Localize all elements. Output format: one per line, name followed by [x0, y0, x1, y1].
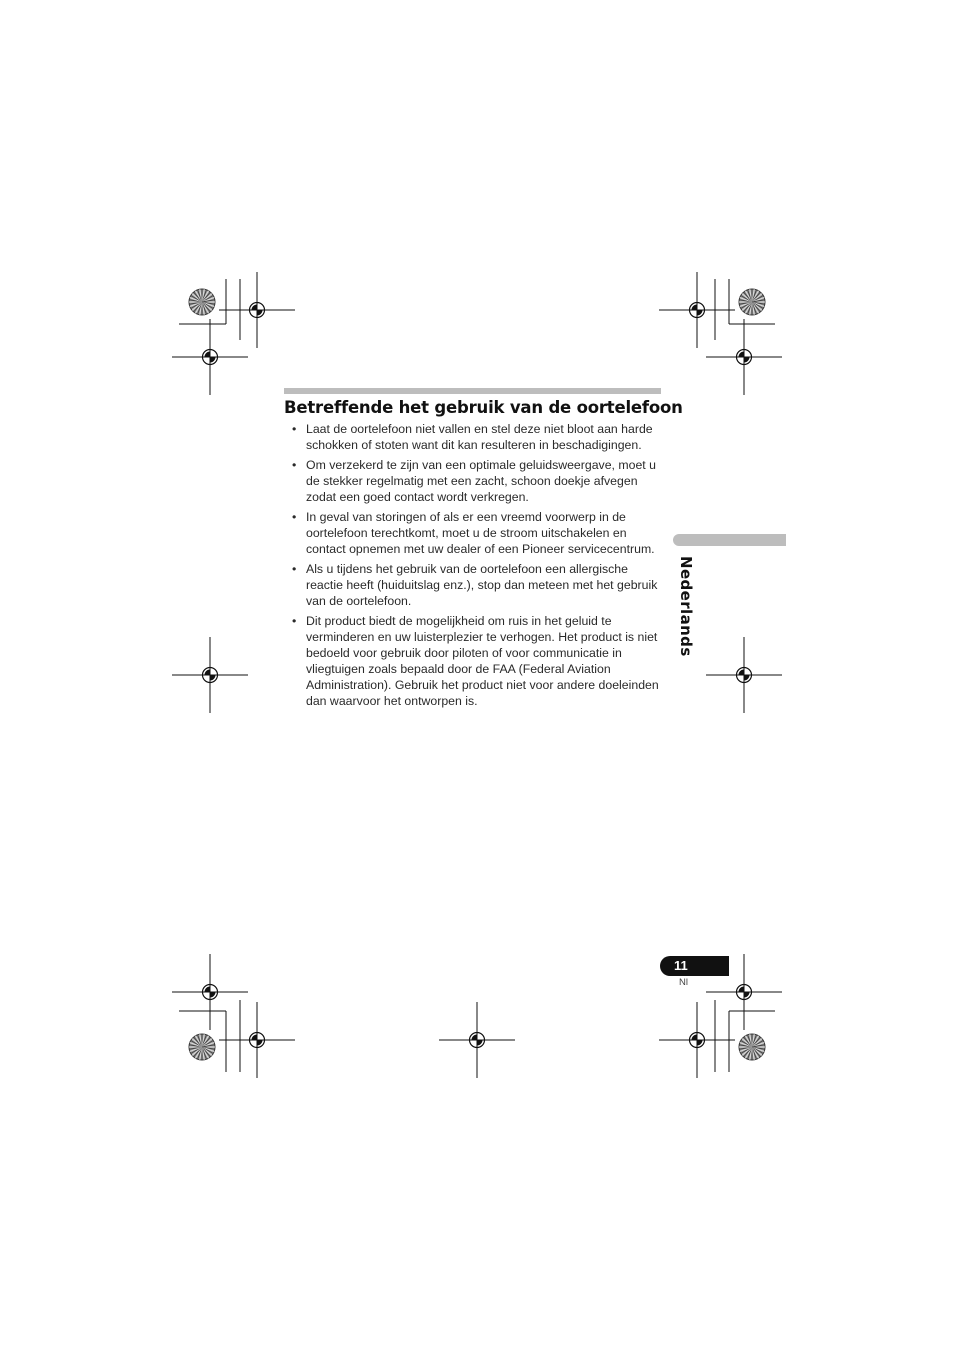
list-item: [292, 421, 664, 453]
bullet-dot: •: [292, 562, 297, 576]
registration-crosshair: [439, 1002, 515, 1078]
registration-crosshair: [706, 319, 782, 395]
section-divider: [284, 388, 661, 394]
page-number-badge: 11: [660, 956, 729, 976]
registration-crosshair: [172, 319, 248, 395]
color-registration-target: [189, 1034, 215, 1060]
bullet-dot: •: [292, 458, 297, 472]
bullet-dot: •: [292, 422, 297, 436]
language-tab-label: Nederlands: [677, 556, 695, 657]
bullet-text: Als u tijdens het gebruik van de oortelefoon een allergische reactie heeft (huiduitslag enz.), stop dan meteen met het gebruik van de oortelefoon.: [306, 562, 658, 608]
bullet-text: In geval van storingen of als er een vreemd voorwerp in de oortelefoon terechtkomt, moet u de stroom uitschakelen en contact opnemen met uw dealer of een Pioneer servicecentrum.: [306, 510, 655, 556]
registration-crosshair: [659, 1002, 735, 1078]
color-registration-target: [739, 289, 765, 315]
section-heading: Betreffende het gebruik van de oortelefoon: [284, 398, 683, 417]
bullet-list: [292, 421, 664, 713]
bullet-text: Om verzekerd te zijn van een optimale geluidsweergave, moet u de stekker regelmatig met een zacht, schoon doekje afvegen zodat een goed contact wordt verkregen.: [306, 458, 656, 504]
list-item: [292, 561, 664, 609]
bullet-text: Dit product biedt de mogelijkheid om ruis in het geluid te verminderen en uw luisterplezier te verhogen. Het product is niet bedoeld voor gebruik door piloten of voor communicatie in vliegtuigen zoals bepaald door de FAA (Federal Aviation Administration). Gebruik het product niet voor andere doeleinden dan waarvoor het ontworpen is.: [306, 614, 659, 708]
language-tab-bar: [673, 534, 786, 546]
bullet-dot: •: [292, 614, 297, 628]
bullet-dot: •: [292, 510, 297, 524]
bullet-text: Laat de oortelefoon niet vallen en stel deze niet bloot aan harde schokken of stoten want dit kan resulteren in beschadigingen.: [306, 422, 653, 452]
registration-crosshair: [706, 637, 782, 713]
registration-crosshair: [219, 1002, 295, 1078]
color-registration-target: [189, 289, 215, 315]
list-item: [292, 613, 664, 709]
list-item: [292, 457, 664, 505]
color-registration-target: [739, 1034, 765, 1060]
page-language-code: Nl: [679, 977, 688, 988]
registration-crosshair: [659, 272, 735, 348]
list-item: [292, 509, 664, 557]
registration-crosshair: [219, 272, 295, 348]
registration-crosshair: [172, 954, 248, 1030]
registration-crosshair: [172, 637, 248, 713]
